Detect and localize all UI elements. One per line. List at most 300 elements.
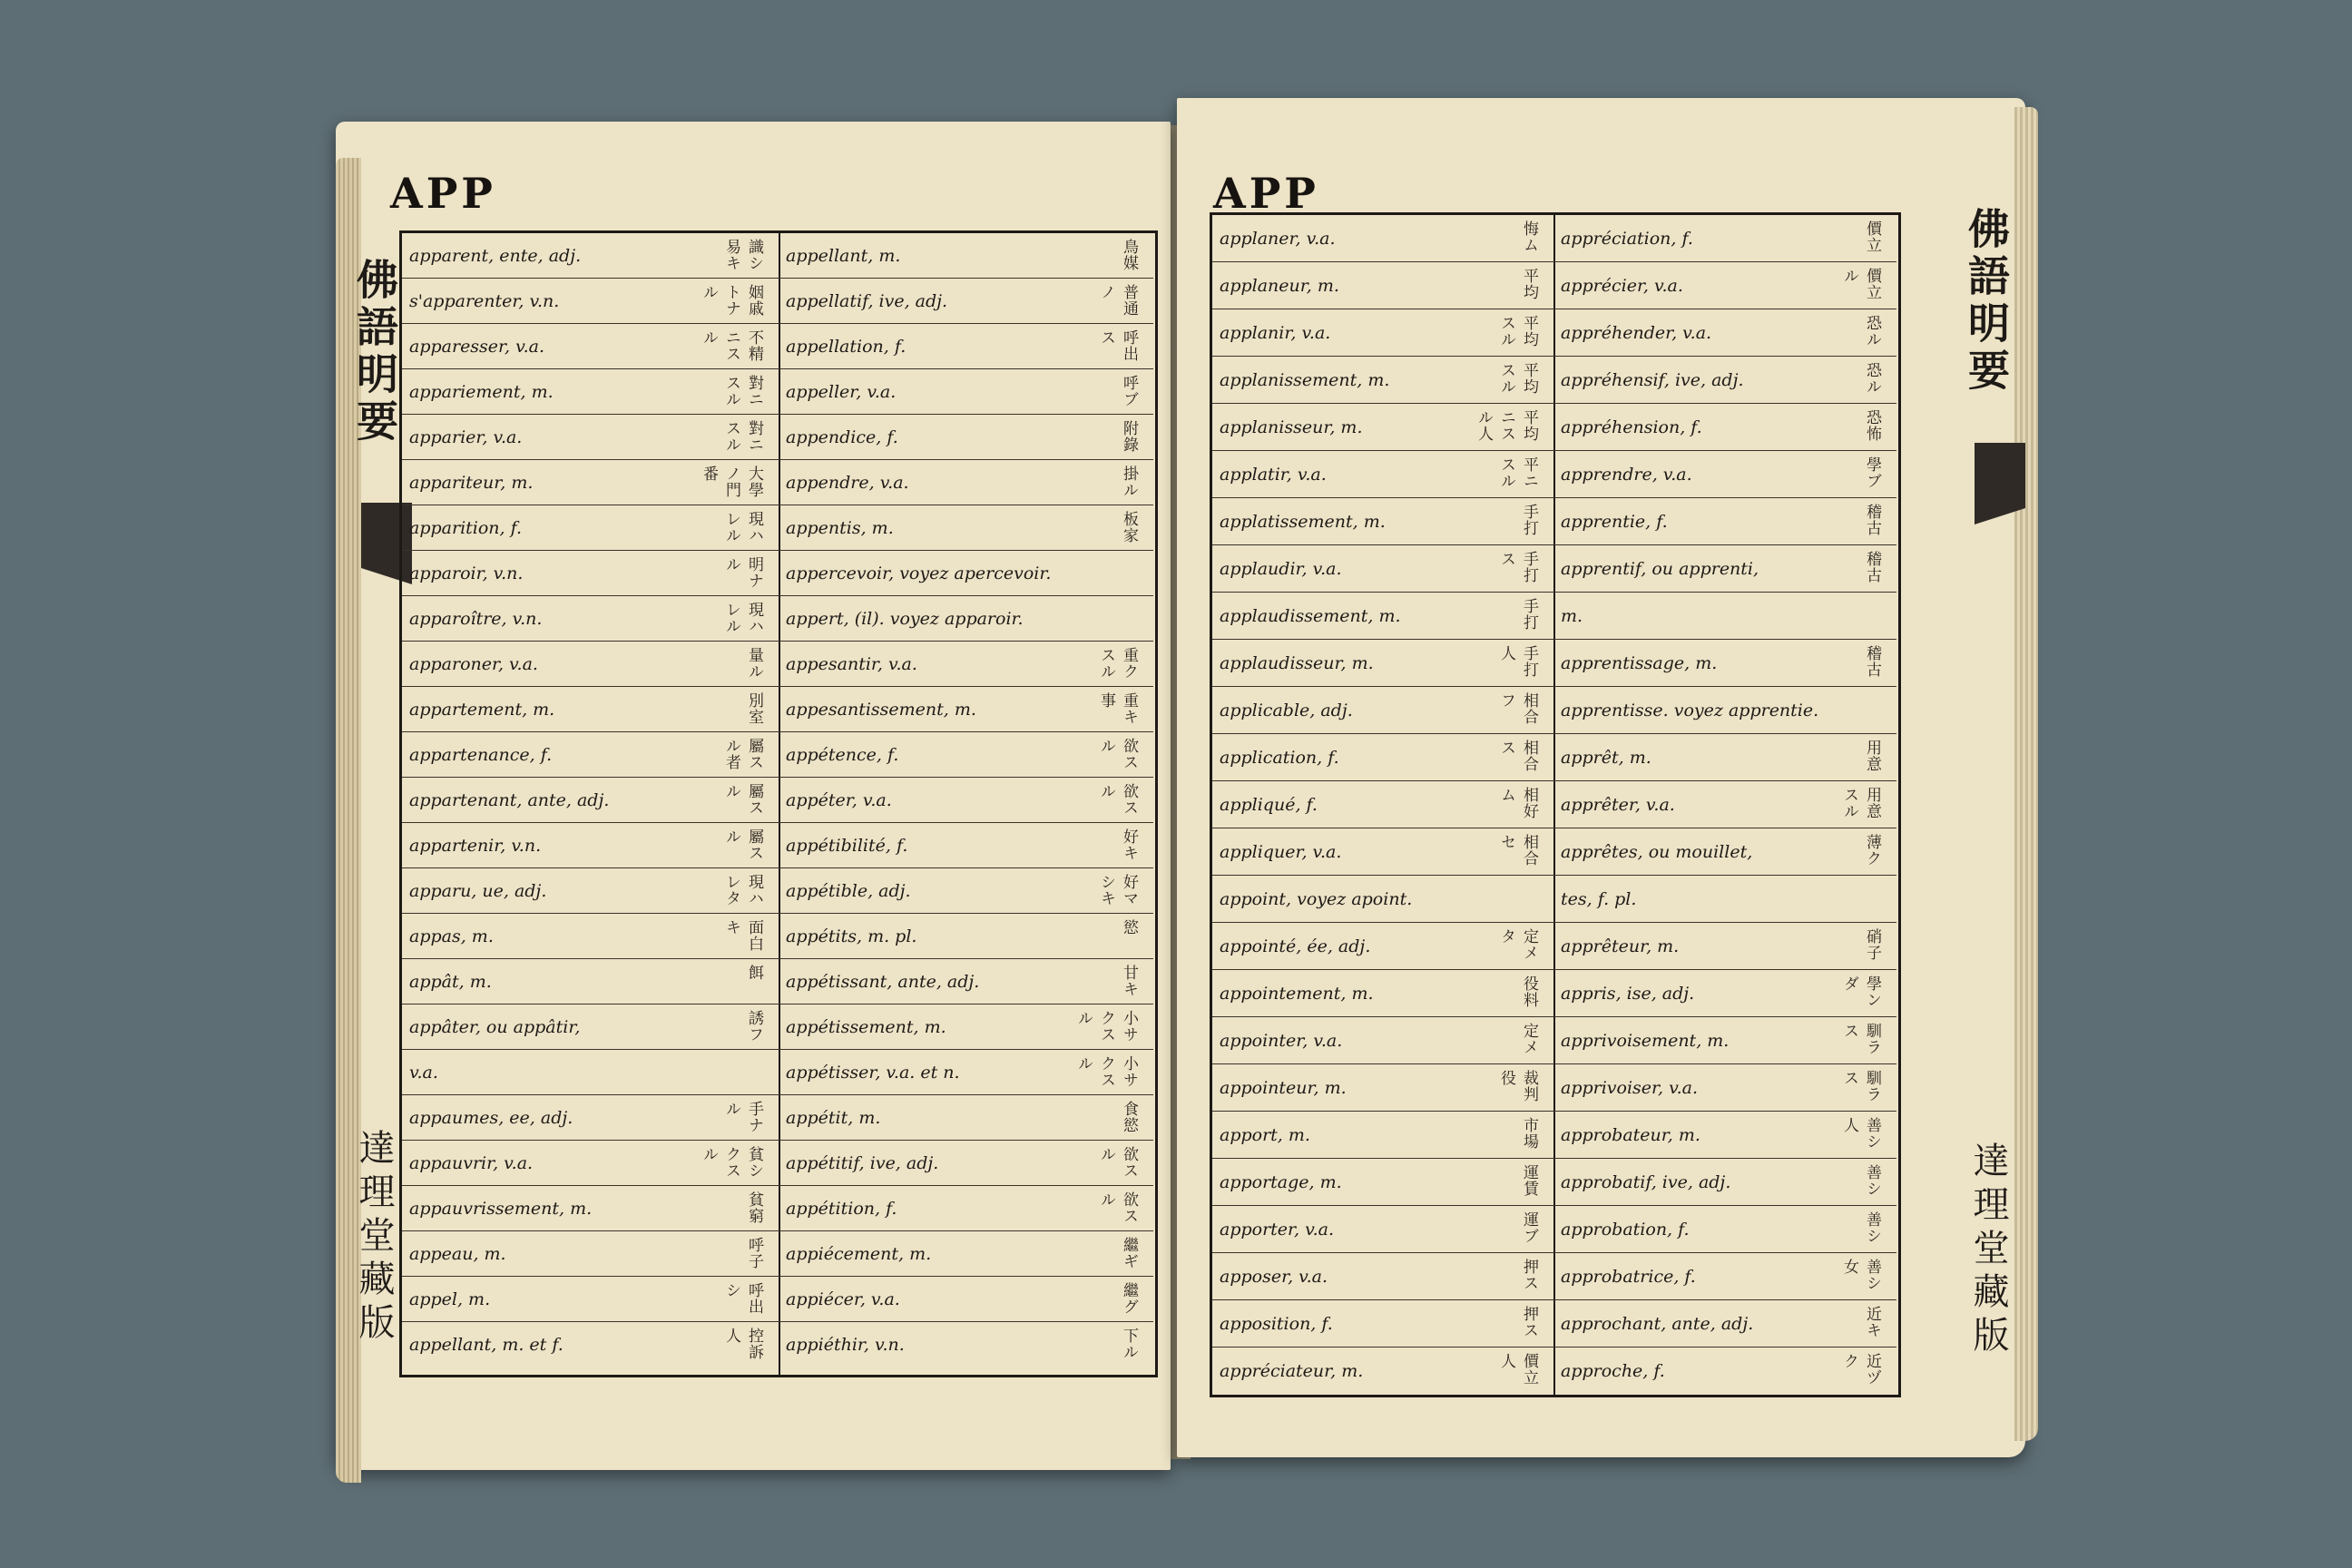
dictionary-entry-row <box>402 596 779 642</box>
dictionary-entry-row <box>402 914 779 959</box>
entry-headword: appeau, m. <box>409 1243 506 1264</box>
entry-gloss: 呼ブ <box>1120 375 1138 407</box>
entry-gloss: 現ハレル <box>722 511 763 544</box>
dictionary-entry-row <box>1553 593 1896 640</box>
entry-headword: apprentie, f. <box>1561 511 1668 532</box>
entry-headword: appris, ise, adj. <box>1561 983 1695 1004</box>
entry-headword: applaner, v.a. <box>1220 228 1336 249</box>
entry-headword: apposition, f. <box>1220 1313 1333 1334</box>
entry-headword: apparent, ente, adj. <box>409 245 582 266</box>
page-edge-right <box>2014 107 2038 1441</box>
entry-gloss: 現ハレタ <box>722 874 763 906</box>
entry-headword: apprêtes, ou mouillet, <box>1561 841 1753 862</box>
entry-gloss: 手打人 <box>1497 645 1538 678</box>
dictionary-entry-row <box>779 1277 1153 1322</box>
entry-gloss: 欲スル <box>1097 1191 1138 1224</box>
entry-headword: appartenir, v.n. <box>409 835 542 856</box>
entry-headword: appétits, m. pl. <box>786 926 917 946</box>
entry-headword: appartenant, ante, adj. <box>409 789 610 810</box>
dictionary-entry-row <box>779 369 1153 415</box>
entry-gloss: 稽古 <box>1863 504 1881 536</box>
entry-headword: approche, f. <box>1561 1360 1665 1381</box>
dictionary-entry-row <box>779 868 1153 914</box>
dictionary-entry-row <box>402 505 779 551</box>
entry-gloss: 附錄 <box>1120 420 1138 453</box>
entry-headword: apprendre, v.a. <box>1561 464 1692 485</box>
dictionary-entry-row <box>1553 262 1896 309</box>
dictionary-entry-row <box>1212 498 1553 545</box>
entry-headword: appentis, m. <box>786 517 894 538</box>
dictionary-entry-row <box>1212 923 1553 970</box>
dictionary-entry-row <box>779 823 1153 868</box>
dictionary-entry-row <box>402 868 779 914</box>
entry-gloss: 相合フ <box>1497 692 1538 725</box>
entry-headword: applaneur, m. <box>1220 275 1339 296</box>
entry-headword: appas, m. <box>409 926 494 946</box>
dictionary-entry-row <box>402 551 779 596</box>
dictionary-entry-row <box>1553 781 1896 828</box>
entry-gloss: 對ニスル <box>722 375 763 407</box>
dictionary-entry-row <box>402 823 779 868</box>
entry-gloss: 押ス <box>1520 1259 1538 1291</box>
entry-gloss: 別室 <box>745 692 763 725</box>
left-page-header: APP <box>390 169 496 218</box>
entry-headword: appel, m. <box>409 1289 491 1309</box>
dictionary-entry-row <box>779 1050 1153 1095</box>
entry-headword: tes, f. pl. <box>1561 888 1637 909</box>
entry-headword: appauvrir, v.a. <box>409 1152 534 1173</box>
entry-headword: apprécier, v.a. <box>1561 275 1683 296</box>
entry-gloss: 屬スル <box>722 828 763 861</box>
entry-headword: apparesser, v.a. <box>409 336 545 357</box>
dictionary-entry-row <box>779 551 1153 596</box>
dictionary-entry-row <box>402 1050 779 1095</box>
entry-gloss: 學ンダ <box>1840 975 1881 1008</box>
entry-gloss: 役料 <box>1520 975 1538 1008</box>
dictionary-entry-row <box>402 732 779 778</box>
entry-gloss: 價立ル <box>1840 268 1881 300</box>
entry-gloss: 鳥媒 <box>1120 239 1138 271</box>
dictionary-entry-row <box>779 778 1153 823</box>
dictionary-entry-row <box>779 1322 1153 1367</box>
dictionary-entry-row <box>1553 1159 1896 1206</box>
entry-gloss: 慾 <box>1120 919 1138 936</box>
dictionary-entry-row <box>779 324 1153 369</box>
right-side-publisher: 達理堂藏版 <box>1967 1142 2009 1359</box>
entry-gloss: 貧シクスル <box>700 1146 763 1179</box>
entry-headword: apprêteur, m. <box>1561 936 1680 956</box>
entry-headword: apparu, ue, adj. <box>409 880 547 901</box>
dictionary-entry-row <box>1212 1064 1553 1112</box>
dictionary-entry-row <box>1553 1064 1896 1112</box>
entry-headword: applaudisseur, m. <box>1220 652 1374 673</box>
entry-headword: appendice, f. <box>786 426 898 447</box>
entry-gloss: 馴ラス <box>1840 1070 1881 1102</box>
dictionary-entry-row <box>402 1004 779 1050</box>
entry-gloss: 善シ <box>1863 1211 1881 1244</box>
entry-gloss: 呼子 <box>745 1237 763 1269</box>
dictionary-entry-row <box>1212 1253 1553 1300</box>
left-entry-frame <box>399 230 1158 1377</box>
dictionary-entry-row <box>1212 215 1553 262</box>
dictionary-entry-row <box>1553 309 1896 357</box>
entry-headword: appéter, v.a. <box>786 789 892 810</box>
entry-gloss: 貧窮 <box>745 1191 763 1224</box>
entry-headword: applanir, v.a. <box>1220 322 1331 343</box>
right-column-2 <box>1553 215 1896 1395</box>
right-page <box>1177 98 2025 1457</box>
entry-headword: appendre, v.a. <box>786 472 909 493</box>
entry-gloss: 相合セ <box>1497 834 1538 867</box>
entry-headword: appointement, m. <box>1220 983 1374 1004</box>
dictionary-entry-row <box>402 233 779 279</box>
dictionary-entry-row <box>779 687 1153 732</box>
entry-headword: appréciation, f. <box>1561 228 1693 249</box>
entry-headword: appesantir, v.a. <box>786 653 917 674</box>
entry-gloss: 不精ニスル <box>700 329 763 362</box>
entry-headword: appréciateur, m. <box>1220 1360 1364 1381</box>
entry-headword: approbateur, m. <box>1561 1124 1700 1145</box>
entry-headword: apparoner, v.a. <box>409 653 538 674</box>
entry-gloss: 恐怖 <box>1863 409 1881 442</box>
entry-headword: applanissement, m. <box>1220 369 1390 390</box>
entry-headword: appesantissement, m. <box>786 699 976 720</box>
entry-gloss: 欲スル <box>1097 1146 1138 1179</box>
right-side-title: 佛語明要 <box>1962 207 2011 396</box>
entry-gloss: 好キ <box>1120 828 1138 861</box>
right-entry-frame <box>1210 212 1901 1397</box>
entry-headword: appiéthir, v.n. <box>786 1334 905 1355</box>
entry-gloss: 硝子 <box>1863 928 1881 961</box>
dictionary-entry-row <box>1553 404 1896 451</box>
entry-headword: application, f. <box>1220 747 1339 768</box>
entry-headword: appétissement, m. <box>786 1016 946 1037</box>
entry-headword: apparoître, v.n. <box>409 608 543 629</box>
dictionary-entry-row <box>779 233 1153 279</box>
entry-gloss: 手打 <box>1520 598 1538 631</box>
entry-headword: appellatif, ive, adj. <box>786 290 948 311</box>
entry-gloss: 屬スル者 <box>722 738 763 770</box>
entry-headword: appétitif, ive, adj. <box>786 1152 939 1173</box>
dictionary-entry-row <box>1212 734 1553 781</box>
entry-gloss: 好マシキ <box>1097 874 1138 906</box>
entry-gloss: 對ニスル <box>722 420 763 453</box>
entry-headword: appeller, v.a. <box>786 381 897 402</box>
entry-gloss: 平均スル <box>1497 315 1538 348</box>
entry-headword: appaumes, ee, adj. <box>409 1107 573 1128</box>
entry-headword: apprentisse. voyez apprentie. <box>1561 700 1819 720</box>
entry-headword: appariement, m. <box>409 381 554 402</box>
dictionary-entry-row <box>402 1277 779 1322</box>
entry-headword: appétition, f. <box>786 1198 897 1219</box>
entry-gloss: 價立 <box>1863 220 1881 253</box>
entry-headword: appliqué, f. <box>1220 794 1318 815</box>
dictionary-entry-row <box>779 959 1153 1004</box>
entry-gloss: 平均ニスル人 <box>1475 409 1538 442</box>
entry-headword: approbatif, ive, adj. <box>1561 1171 1731 1192</box>
entry-gloss: 相好ム <box>1497 787 1538 819</box>
entry-gloss: 運ブ <box>1520 1211 1538 1244</box>
entry-headword: v.a. <box>409 1062 438 1083</box>
dictionary-entry-row <box>1212 828 1553 876</box>
dictionary-entry-row <box>402 369 779 415</box>
entry-gloss: 誘フ <box>745 1010 763 1043</box>
dictionary-entry-row <box>779 1095 1153 1141</box>
entry-gloss: 相合ス <box>1497 740 1538 772</box>
dictionary-entry-row <box>779 642 1153 687</box>
entry-headword: appétissant, ante, adj. <box>786 971 980 992</box>
dictionary-entry-row <box>1212 1159 1553 1206</box>
dictionary-entry-row <box>1212 1348 1553 1394</box>
left-column-2 <box>779 233 1153 1375</box>
entry-gloss: 控訴人 <box>722 1328 763 1360</box>
entry-headword: appointé, ée, adj. <box>1220 936 1371 956</box>
entry-gloss: 欲スル <box>1097 738 1138 770</box>
entry-headword: appartenance, f. <box>409 744 553 765</box>
entry-headword: apportage, m. <box>1220 1171 1342 1192</box>
entry-headword: approbatrice, f. <box>1561 1266 1696 1287</box>
entry-headword: applaudir, v.a. <box>1220 558 1342 579</box>
dictionary-entry-row <box>1212 404 1553 451</box>
entry-headword: appétible, adj. <box>786 880 911 901</box>
dictionary-entry-row <box>1212 781 1553 828</box>
entry-gloss: 量ル <box>745 647 763 680</box>
dictionary-entry-row <box>1553 1206 1896 1253</box>
entry-headword: appellation, f. <box>786 336 906 357</box>
dictionary-entry-row <box>1553 1017 1896 1064</box>
entry-gloss: 餌 <box>745 965 763 981</box>
entry-headword: apprivoisement, m. <box>1561 1030 1730 1051</box>
entry-gloss: 善シ <box>1863 1164 1881 1197</box>
entry-headword: apparoir, v.n. <box>409 563 524 583</box>
entry-headword: s'apparenter, v.n. <box>409 290 560 311</box>
dictionary-entry-row <box>1212 1300 1553 1348</box>
entry-headword: apprêter, v.a. <box>1561 794 1675 815</box>
entry-gloss: 板家 <box>1120 511 1138 544</box>
entry-gloss: 明ナル <box>722 556 763 589</box>
entry-gloss: 欲スル <box>1097 783 1138 816</box>
dictionary-entry-row <box>1212 1206 1553 1253</box>
entry-headword: appointeur, m. <box>1220 1077 1347 1098</box>
dictionary-entry-row <box>1553 687 1896 734</box>
entry-headword: applanisseur, m. <box>1220 416 1363 437</box>
dictionary-entry-row <box>1553 451 1896 498</box>
dictionary-entry-row <box>1553 1300 1896 1348</box>
entry-headword: appétisser, v.a. et n. <box>786 1062 960 1083</box>
entry-gloss: 小サクスル <box>1074 1055 1138 1088</box>
entry-headword: appétit, m. <box>786 1107 881 1128</box>
entry-headword: appoint, voyez apoint. <box>1220 888 1413 909</box>
entry-gloss: 學ブ <box>1863 456 1881 489</box>
entry-headword: appariteur, m. <box>409 472 534 493</box>
entry-gloss: 繼グ <box>1120 1282 1138 1315</box>
entry-headword: apprentissage, m. <box>1561 652 1718 673</box>
dictionary-entry-row <box>1212 970 1553 1017</box>
entry-headword: appétence, f. <box>786 744 899 765</box>
entry-gloss: 平均スル <box>1497 362 1538 395</box>
dictionary-entry-row <box>779 732 1153 778</box>
dictionary-entry-row <box>402 687 779 732</box>
entry-headword: appiécement, m. <box>786 1243 932 1264</box>
entry-headword: appert, (il). voyez apparoir. <box>786 608 1024 629</box>
entry-gloss: 市場 <box>1520 1117 1538 1150</box>
entry-gloss: 手打ス <box>1497 551 1538 583</box>
entry-gloss: 運賃 <box>1520 1164 1538 1197</box>
entry-gloss: 普通ノ <box>1097 284 1138 317</box>
entry-gloss: 屬スル <box>722 783 763 816</box>
dictionary-entry-row <box>1212 309 1553 357</box>
dictionary-entry-row <box>1212 876 1553 923</box>
entry-headword: appréhender, v.a. <box>1561 322 1712 343</box>
entry-headword: applatir, v.a. <box>1220 464 1327 485</box>
dictionary-entry-row <box>1212 1112 1553 1159</box>
entry-gloss: 定メ <box>1520 1023 1538 1055</box>
entry-gloss: 平均 <box>1520 268 1538 300</box>
entry-headword: appréhension, f. <box>1561 416 1702 437</box>
entry-headword: apparition, f. <box>409 517 523 538</box>
entry-gloss: 呼出ス <box>1097 329 1138 362</box>
dictionary-entry-row <box>1553 357 1896 404</box>
entry-headword: apposer, v.a. <box>1220 1266 1328 1287</box>
book-spread <box>319 98 2033 1477</box>
entry-gloss: 價立人 <box>1497 1353 1538 1386</box>
dictionary-entry-row <box>1212 687 1553 734</box>
entry-headword: appellant, m. <box>786 245 901 266</box>
entry-headword: apport, m. <box>1220 1124 1310 1145</box>
entry-gloss: 姻戚トナル <box>700 284 763 317</box>
entry-headword: appréhensif, ive, adj. <box>1561 369 1744 390</box>
entry-gloss: 食慾 <box>1120 1101 1138 1133</box>
left-side-title: 佛語明要 <box>350 258 399 446</box>
entry-gloss: 手ナル <box>722 1101 763 1133</box>
entry-headword: appliquer, v.a. <box>1220 841 1342 862</box>
dictionary-entry-row <box>1212 593 1553 640</box>
dictionary-entry-row <box>1553 828 1896 876</box>
entry-headword: appétibilité, f. <box>786 835 908 856</box>
left-page <box>336 122 1171 1470</box>
entry-gloss: 悔ム <box>1520 220 1538 253</box>
entry-headword: m. <box>1561 605 1583 626</box>
entry-headword: appellant, m. et f. <box>409 1334 564 1355</box>
dictionary-entry-row <box>779 1141 1153 1186</box>
dictionary-entry-row <box>402 1322 779 1367</box>
entry-gloss: 用意 <box>1863 740 1881 772</box>
entry-headword: appartement, m. <box>409 699 555 720</box>
dictionary-entry-row <box>402 279 779 324</box>
entry-headword: appâter, ou appâtir, <box>409 1016 581 1037</box>
dictionary-entry-row <box>1553 734 1896 781</box>
entry-gloss: 現ハレル <box>722 602 763 634</box>
dictionary-entry-row <box>1553 923 1896 970</box>
dictionary-entry-row <box>402 415 779 460</box>
entry-headword: appointer, v.a. <box>1220 1030 1343 1051</box>
entry-gloss: 薄ク <box>1863 834 1881 867</box>
entry-gloss: 大學ノ門番 <box>700 466 763 498</box>
dictionary-entry-row <box>402 1186 779 1231</box>
entry-headword: apparier, v.a. <box>409 426 523 447</box>
dictionary-entry-row <box>1212 262 1553 309</box>
dictionary-entry-row <box>779 505 1153 551</box>
entry-gloss: 善シ人 <box>1840 1117 1881 1150</box>
entry-headword: applaudissement, m. <box>1220 605 1401 626</box>
dictionary-entry-row <box>402 1095 779 1141</box>
entry-gloss: 小サクスル <box>1074 1010 1138 1043</box>
dictionary-entry-row <box>779 1004 1153 1050</box>
entry-gloss: 識シ易キ <box>722 239 763 271</box>
dictionary-entry-row <box>402 1141 779 1186</box>
entry-headword: approbation, f. <box>1561 1219 1690 1240</box>
dictionary-entry-row <box>1553 970 1896 1017</box>
entry-gloss: 定メタ <box>1497 928 1538 961</box>
entry-headword: applatissement, m. <box>1220 511 1386 532</box>
entry-gloss: 稽古 <box>1863 551 1881 583</box>
entry-headword: appât, m. <box>409 971 492 992</box>
dictionary-entry-row <box>1212 451 1553 498</box>
entry-gloss: 馴ラス <box>1840 1023 1881 1055</box>
entry-gloss: 裁判役 <box>1497 1070 1538 1102</box>
dictionary-entry-row <box>1553 1348 1896 1394</box>
right-column-1 <box>1212 215 1555 1395</box>
entry-gloss: 善シ女 <box>1840 1259 1881 1291</box>
dictionary-entry-row <box>402 959 779 1004</box>
dictionary-entry-row <box>402 778 779 823</box>
entry-headword: apprentif, ou apprenti, <box>1561 558 1759 579</box>
entry-gloss: 用意スル <box>1840 787 1881 819</box>
dictionary-entry-row <box>779 914 1153 959</box>
dictionary-entry-row <box>779 596 1153 642</box>
dictionary-entry-row <box>1553 215 1896 262</box>
dictionary-entry-row <box>402 1231 779 1277</box>
entry-gloss: 甘キ <box>1120 965 1138 997</box>
entry-headword: apprivoiser, v.a. <box>1561 1077 1699 1098</box>
dictionary-entry-row <box>1553 640 1896 687</box>
entry-gloss: 平ニスル <box>1497 456 1538 489</box>
dictionary-entry-row <box>1553 1253 1896 1300</box>
entry-gloss: 重クスル <box>1097 647 1138 680</box>
entry-headword: apprêt, m. <box>1561 747 1651 768</box>
entry-gloss: 呼出シ <box>722 1282 763 1315</box>
entry-gloss: 稽古 <box>1863 645 1881 678</box>
entry-gloss: 押ス <box>1520 1306 1538 1338</box>
dictionary-entry-row <box>402 460 779 505</box>
dictionary-entry-row <box>1212 357 1553 404</box>
dictionary-entry-row <box>1212 1017 1553 1064</box>
left-column-1 <box>402 233 780 1375</box>
entry-gloss: 近キ <box>1863 1306 1881 1338</box>
entry-gloss: 面白キ <box>722 919 763 952</box>
entry-gloss: 手打 <box>1520 504 1538 536</box>
dictionary-entry-row <box>1553 545 1896 593</box>
dictionary-entry-row <box>1553 876 1896 923</box>
dictionary-entry-row <box>779 460 1153 505</box>
dictionary-entry-row <box>779 1186 1153 1231</box>
entry-headword: applicable, adj. <box>1220 700 1353 720</box>
entry-gloss: 重キ事 <box>1097 692 1138 725</box>
dictionary-entry-row <box>779 279 1153 324</box>
entry-gloss: 下ル <box>1120 1328 1138 1360</box>
dictionary-entry-row <box>402 324 779 369</box>
entry-headword: appiécer, v.a. <box>786 1289 900 1309</box>
entry-gloss: 恐ル <box>1863 315 1881 348</box>
entry-gloss: 繼ギ <box>1120 1237 1138 1269</box>
dictionary-entry-row <box>1212 640 1553 687</box>
dictionary-entry-row <box>1212 545 1553 593</box>
entry-gloss: 近ヅク <box>1840 1353 1881 1386</box>
right-page-header: APP <box>1213 169 1319 218</box>
entry-headword: approchant, ante, adj. <box>1561 1313 1754 1334</box>
entry-headword: appauvrissement, m. <box>409 1198 593 1219</box>
dictionary-entry-row <box>1553 498 1896 545</box>
